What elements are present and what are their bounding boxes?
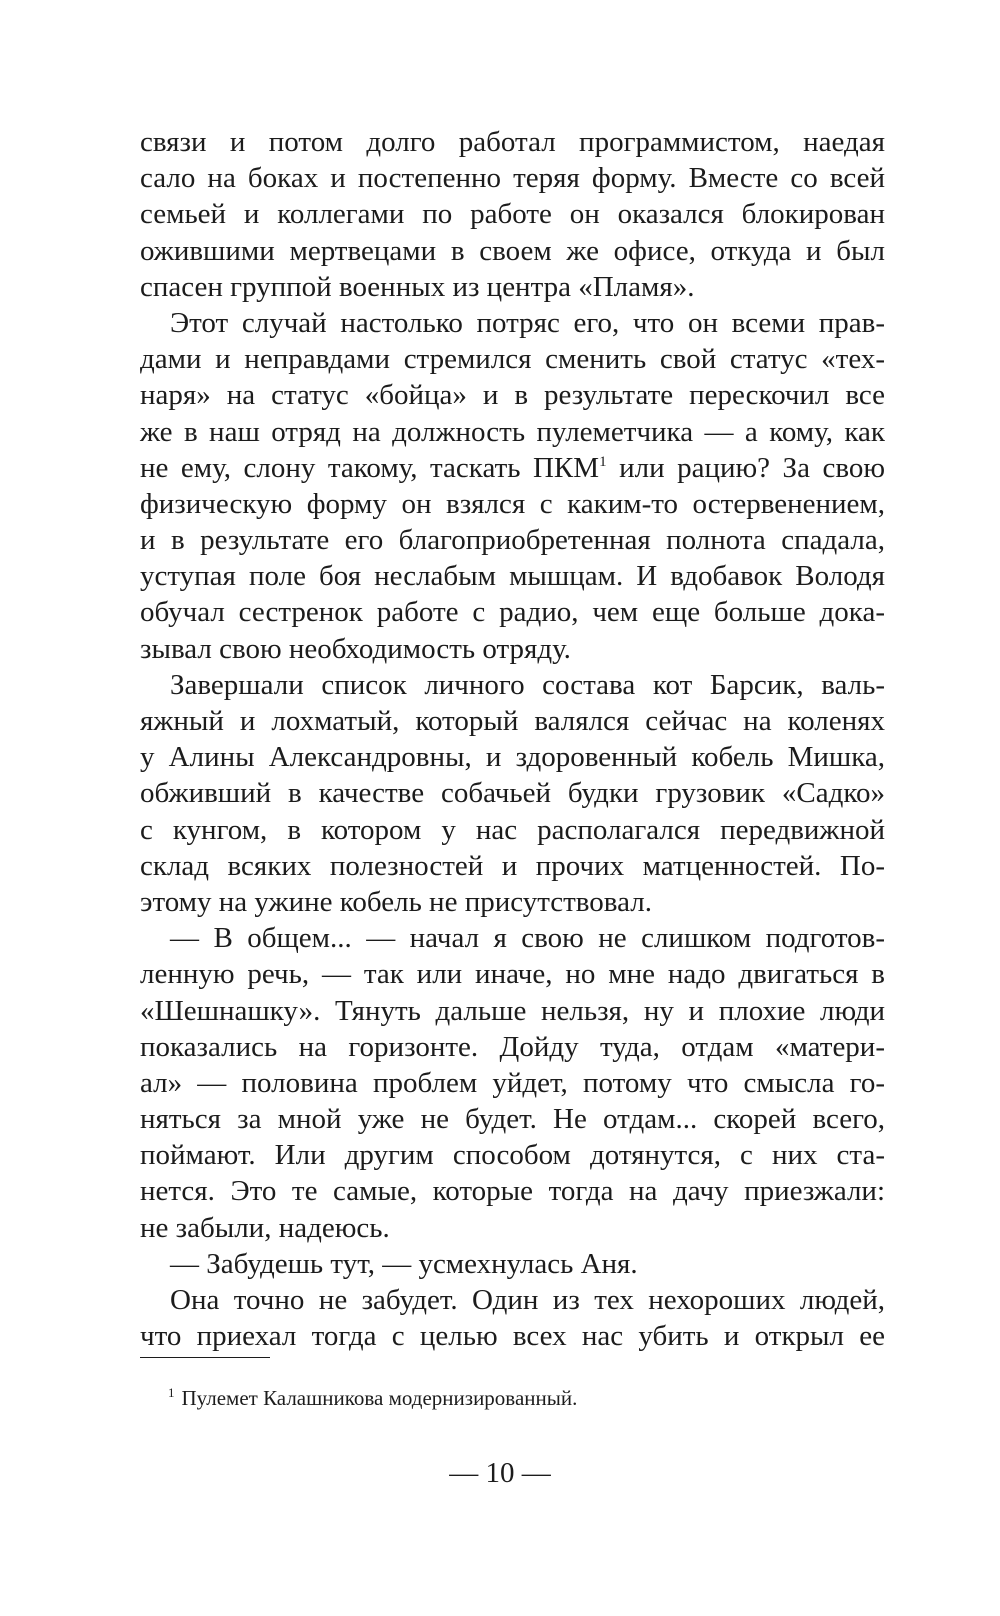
text-line: уступая поле боя неслабым мышцам. И вдобавок Володя [140,560,885,593]
footnote-marker: 1 [168,1385,175,1400]
text-line: показались на горизонте. Дойду туда, отдам «матери- [140,1030,885,1063]
text-line: Этот случай настолько потряс его, что он всеми прав- [170,306,885,339]
text-line: спасен группой военных из центра «Пламя». [140,270,695,303]
text-line: и в результате его благоприобретенная полнота спадала, [140,524,885,557]
text-line: Завершали список личного состава кот Барсик, валь- [170,668,885,701]
text-line: дами и неправдами стремился сменить свой статус «тех- [140,343,885,376]
text-line: что приехал тогда с целью всех нас убить и открыл ее [140,1320,885,1353]
text-line: яжный и лохматый, который валялся сейчас на коленях [140,705,885,737]
text-line: физическую форму он взялся с каким-то остервенением, [140,487,885,520]
footnote-divider [140,1357,270,1358]
text-line: няться за мной уже не будет. Не отдам... скорей всего, [140,1103,885,1136]
text-line: наря» на статус «бойца» и в результате перескочил все [140,379,885,412]
page-number: — 10 — [449,1457,551,1489]
text-line: у Алины Александровны, и здоровенный кобель Мишка, [140,741,885,774]
text-fragment: не ему, слону такому, таскать ПКМ [140,451,600,484]
text-line: семьей и коллегами по работе он оказался блокирован [140,198,885,231]
text-line: Она точно не забудет. Один из тех нехороших людей, [170,1284,885,1316]
footnote-reference: 1 [599,453,607,470]
text-line: сало на боках и постепенно теряя форму. Вместе со всей [140,162,885,195]
text-line: поймают. Или другим способом дотянутся, с них ста- [140,1139,885,1172]
text-line: обживший в качестве собачьей будки грузовик «Садко» [140,777,885,810]
text-line: «Шешнашку». Тянуть дальше нельзя, ну и плохие люди [140,994,885,1027]
text-line: связи и потом долго работал программистом, наедая [140,126,885,158]
footnote-text: Пулемет Калашникова модернизированный. [181,1386,578,1410]
text-line: этому на ужине кобель не присутствовал. [140,885,652,918]
footnote [168,1385,577,1411]
text-line: ленную речь, — так или иначе, но мне надо двигаться в [140,958,885,991]
text-fragment: или рацию? За свою [606,451,886,484]
text-line: ожившими мертвецами в своем же офисе, откуда и был [140,234,885,267]
text-line: нется. Это те самые, которые тогда на дачу приезжали: [140,1175,885,1208]
text-line: ал» — половина проблем уйдет, потому что смысла го- [140,1066,885,1099]
text-line: обучал сестренок работе с радио, чем еще больше дока- [140,596,885,629]
text-line: же в наш отряд на должность пулеметчика — а кому, как [140,415,885,448]
text-line: не забыли, надеюсь. [140,1211,390,1244]
text-line-with-footnote [140,450,885,486]
text-line: с кунгом, в котором у нас располагался передвижной [140,813,885,846]
text-line: — В общем... — начал я свою не слишком подготов- [170,922,885,955]
text-line: склад всяких полезностей и прочих матценностей. По- [140,849,885,882]
text-line: зывал свою необходимость отряду. [140,632,571,665]
main-text [140,124,885,1354]
text-line: — Забудешь тут, — усмехнулась Аня. [170,1247,638,1280]
